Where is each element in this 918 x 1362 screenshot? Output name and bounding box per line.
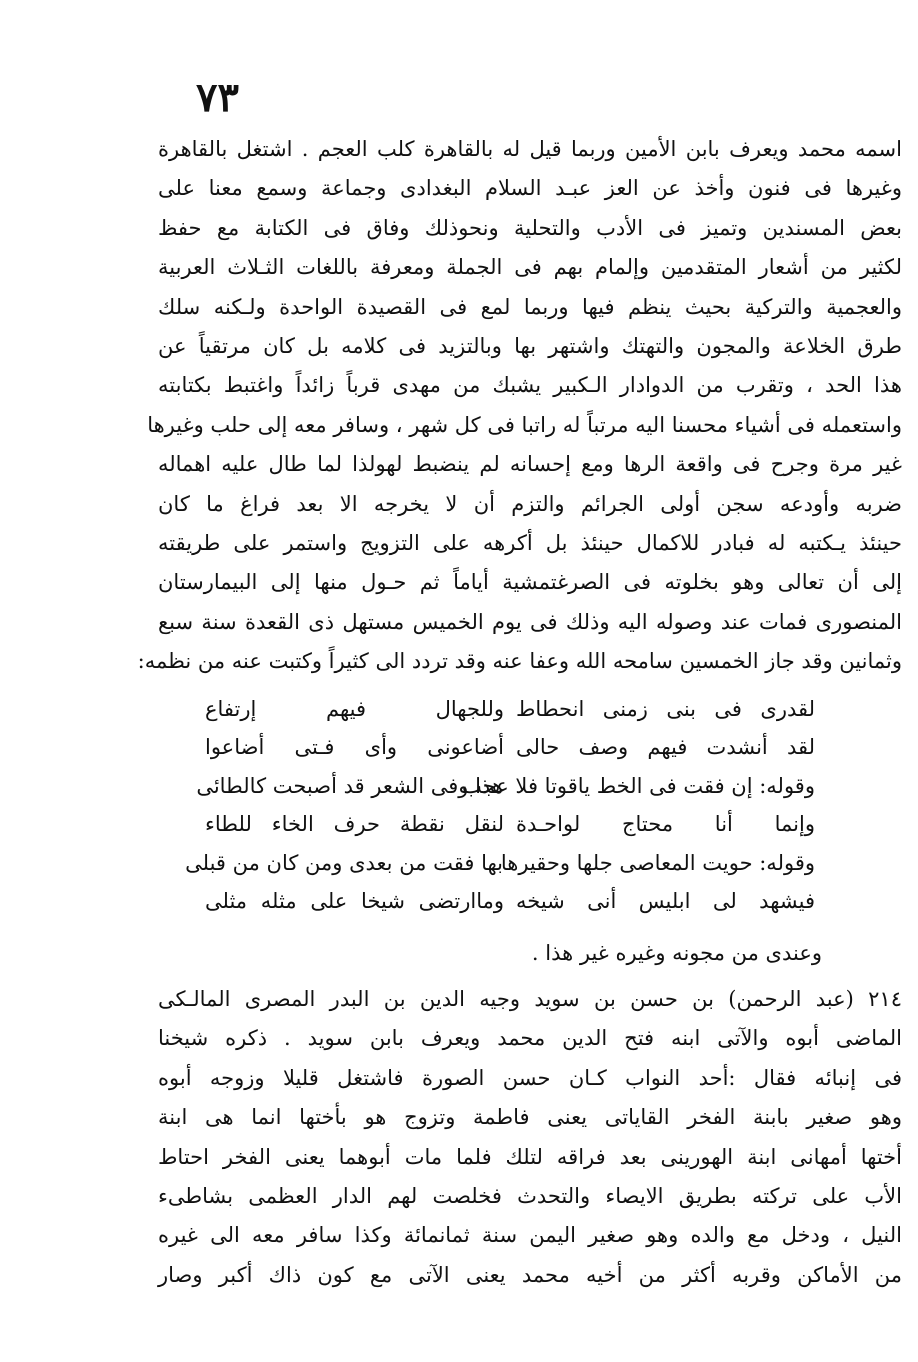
- poetry-block: [185, 690, 815, 920]
- verse-first-hemistich: فيشهد لى ابليس أنى شيخه: [516, 888, 815, 913]
- verse-line: [185, 844, 815, 882]
- text-line: بعض المسندين وتميز فى الأدب والتحلية ونحوذلك وفاق فى الكتابة مع حفظ: [158, 215, 902, 240]
- text-line: إلى أن تعالى وهو بخلوته فى الصرغتمشية أياماً ثم حـول منها إلى البيمارستان: [158, 570, 902, 595]
- poetry-closing: [158, 934, 902, 973]
- page-number: ٧٣: [196, 74, 239, 121]
- text-line: لكثير من أشعار المتقدمين وإلمام بهم فى الجملة ومعرفة باللغات الثـلاث العربية: [158, 255, 902, 280]
- biography-entry-214: [158, 980, 902, 1295]
- text-line: وغيرها فى فنون وأخذ عن العز عبـد السلام البغدادى وجماعة وسمع معنا على: [158, 176, 902, 201]
- verse-first-hemistich: وإنما أنا محتاج لواحـدة: [516, 812, 815, 837]
- verse-second-hemistich: لنقل نقطة حرف الخاء للطاء: [205, 812, 504, 837]
- verse-first-hemistich: لقدرى فى بنى زمنى انحطاط: [516, 697, 815, 721]
- verse-line: [205, 805, 815, 843]
- verse-second-hemistich: هذا وفى الشعر قد أصبحت كالطائى: [196, 773, 503, 798]
- text-line: الأب على تركته بطريق الايصاء والتحدث فخلصت لهم الدار العظمى بشاطىء: [158, 1183, 902, 1208]
- verse-second-hemistich: أضاعونى وأى فـتى أضاعوا: [205, 735, 504, 760]
- text-line: أختها أمهانى ابنة الهورينى بعد فراقه لتلك فلما مات أبوهما يعنى الفخر احتاط: [158, 1144, 902, 1169]
- text-line: غير مرة وجرح فى واقعة الرها ومع إحسانه لم ينضبط لهولذا لما طال عليه اهماله: [158, 452, 902, 477]
- text-line: هذا الحد ، وتقرب من الدوادار الـكبير يشبك من مهدى قرباً زائداً واغتبط بكتابته: [158, 373, 902, 398]
- text-line: اسمه محمد ويعرف بابن الأمين وربما قيل له بالقاهرة كلب العجم . اشتغل بالقاهرة: [158, 137, 902, 161]
- text-line: طرق الخلاعة والمجون والتهتك واشتهر بها وبالتزيد فى كلامه بل كان مرتقياً عن: [158, 333, 902, 358]
- biography-paragraph: [137, 130, 902, 681]
- verse-line: [205, 690, 815, 728]
- text-line: ضربه وأودعه سجن أولى الجرائم والتزم أن لا يخرجه الا بعد فراغ ما كان: [158, 491, 902, 516]
- text-line: حينئذ يـكتبه له فبادر للاكمال حينئذ بل أكرهه على التزويج واستمر على طريقته: [158, 530, 902, 555]
- text-line: من الأماكن وقربه أكثر من أخيه محمد يعنى الآتى مع كون ذاك أكبر وصار: [158, 1262, 902, 1287]
- verse-first-hemistich: وقوله: إن فقت فى الخط ياقوتا فلا عجب: [462, 773, 815, 798]
- text-line: النيل ، ودخل مع والده وهو صغير اليمن سنة ثمانمائة وكذا سافر معه الى غيره: [158, 1223, 902, 1248]
- text-line: وعندى من مجونه وغيره غير هذا .: [531, 941, 822, 965]
- text-line: والعجمية والتركية بحيث ينظم فيها وربما لمع فى القصيدة الواحدة ولـكنه سلك: [158, 294, 902, 319]
- verse-first-hemistich: لقد أنشدت فيهم وصف حالى: [516, 735, 815, 760]
- verse-second-hemistich: وللجهال فيهم إرتفاع: [205, 697, 504, 721]
- verse-line: [205, 882, 815, 920]
- text-line: الماضى أبوه والآتى ابنه فتح الدين محمد ويعرف بابن سويد . ذكره شيخنا: [158, 1026, 902, 1051]
- verse-second-hemistich: بها فقت من بعدى ومن كان من قبلى: [185, 850, 503, 875]
- text-line: المنصورى فمات عند وصوله اليه وذلك فى يوم الخميس مستهل ذى القعدة سنة سبع: [158, 609, 902, 634]
- verse-line: [196, 767, 815, 805]
- text-line: واستعمله فى أشياء محسنا اليه مرتباً له راتبا فى كل شهر ، وسافر معه إلى حلب وغيرها: [147, 412, 902, 437]
- entry-heading-line: ٢١٤ (عبد الرحمن) بن حسن بن سويد وجيه الدين بن البدر المصرى المالـكى: [158, 987, 902, 1011]
- verse-first-hemistich: وقوله: حويت المعاصى جلها وحقيرها: [500, 850, 815, 875]
- verse-second-hemistich: وماارتضى شيخا على مثله مثلى: [205, 888, 504, 913]
- text-line: وهو صغير بابنة الفخر القاياتى يعنى فاطمة وتزوج هو بأختها انما هى ابنة: [158, 1105, 902, 1130]
- verse-line: [205, 728, 815, 766]
- text-line: وثمانين وقد جاز الخمسين سامحه الله وعفا عنه وقد تردد الى كثيراً وكتبت عنه من نظمه:: [137, 649, 902, 674]
- text-line: فى إنبائه فقال :أحد النواب كـان حسن الصورة فاشتغل قليلا وزوجه أبوه: [158, 1065, 902, 1090]
